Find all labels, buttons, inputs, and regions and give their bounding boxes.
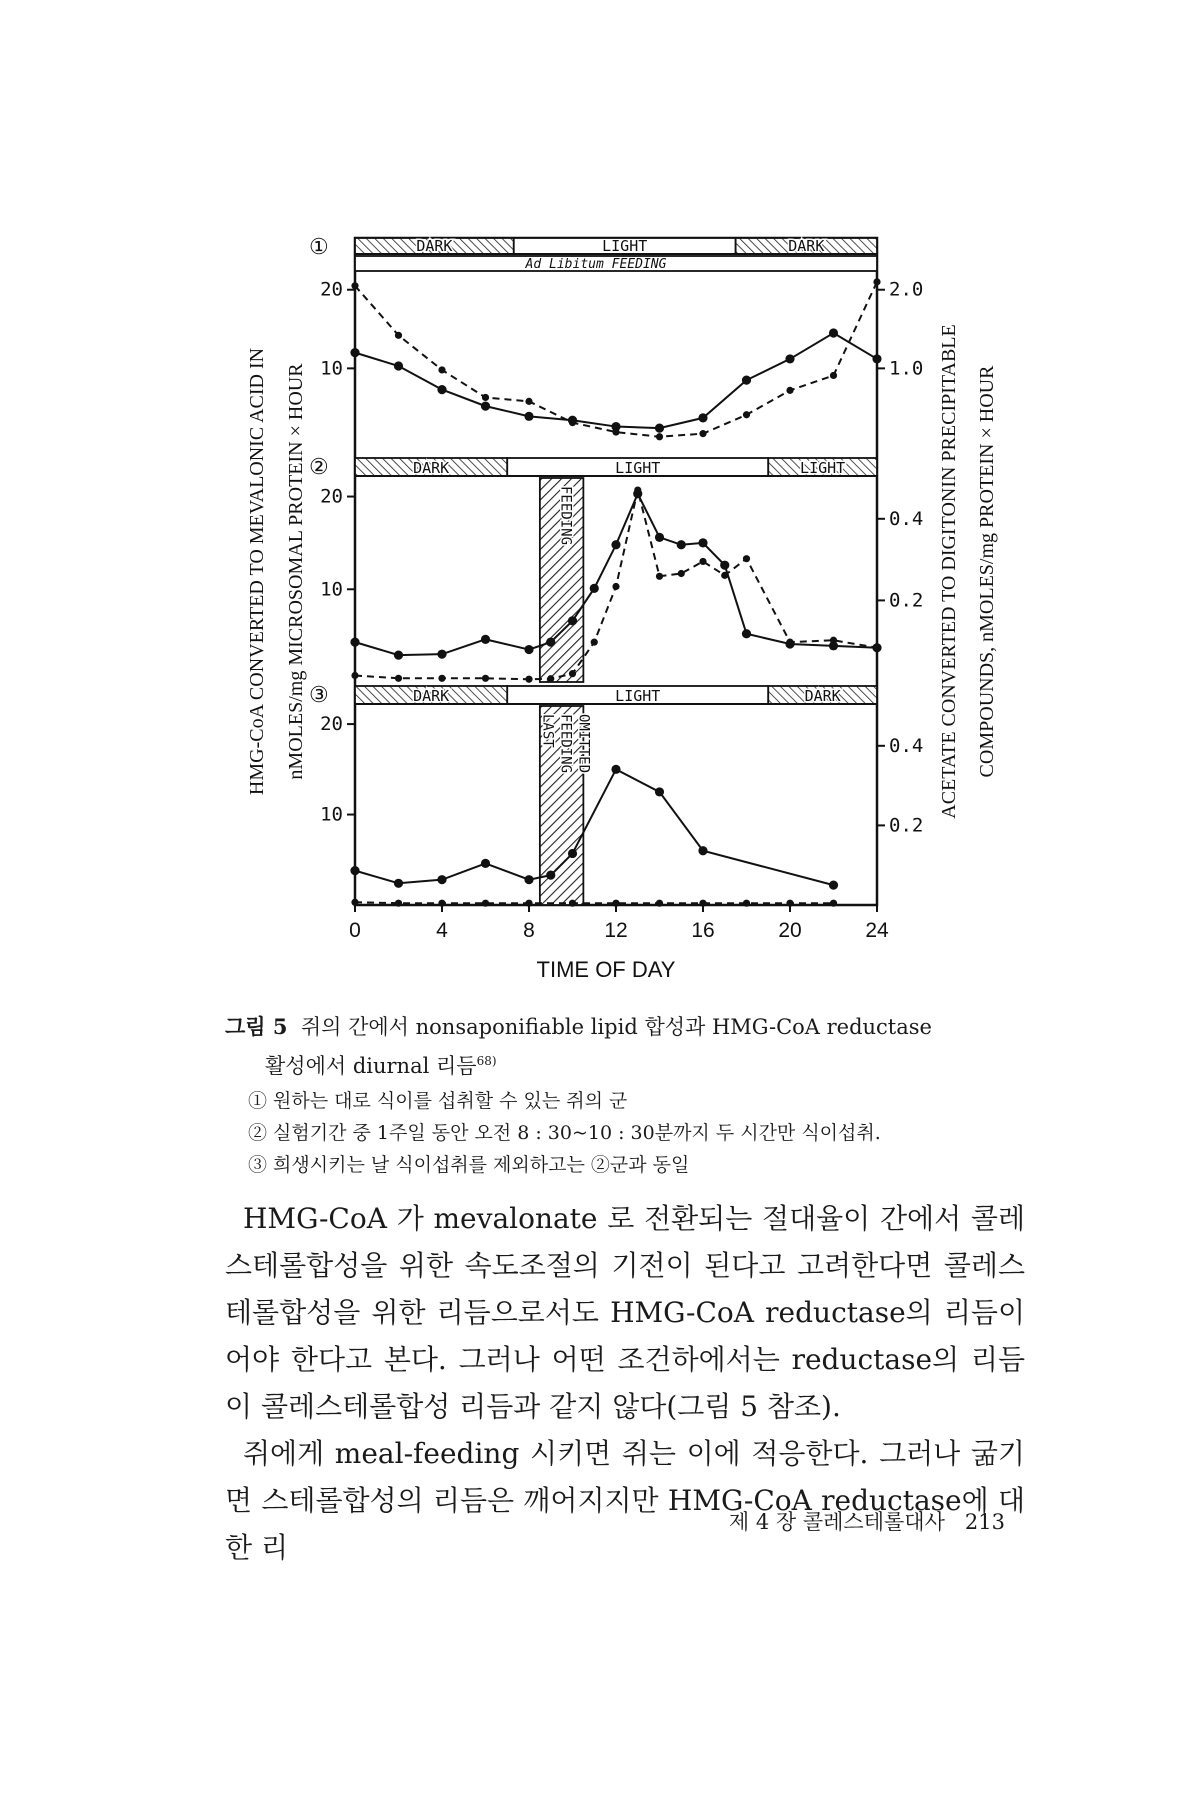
sterol-data-point [678, 570, 685, 577]
sterol-data-point [569, 900, 576, 907]
reductase-data-point [698, 538, 707, 547]
sterol-data-point [830, 637, 837, 644]
reductase-data-point [829, 881, 838, 890]
period-label: DARK [413, 459, 450, 477]
sterol-series-line [355, 902, 834, 903]
y-axis-label-right: ACETATE CONVERTED TO DIGITONIN PRECIPITABLE [938, 324, 960, 819]
reductase-data-point [350, 866, 359, 875]
figure-caption [225, 1010, 1025, 1083]
x-tick-label: 20 [778, 919, 802, 942]
reductase-data-point [568, 616, 577, 625]
left-tick-label: 10 [320, 578, 343, 601]
reductase-data-point [655, 533, 664, 542]
x-tick-label: 24 [865, 919, 889, 942]
feeding-label: Ad Libitum FEEDING [525, 257, 667, 272]
period-label: DARK [804, 687, 841, 705]
sterol-data-point [786, 387, 793, 394]
period-label: DARK [416, 237, 453, 255]
reductase-data-point [394, 879, 403, 888]
reductase-data-point [611, 765, 620, 774]
sterol-data-point [395, 900, 402, 907]
reductase-data-point [437, 385, 446, 394]
sterol-data-point [612, 583, 619, 590]
reductase-series-line [355, 769, 834, 885]
sterol-data-point [721, 572, 728, 579]
reductase-data-point [394, 651, 403, 660]
right-tick-label: 0.2 [889, 589, 924, 612]
reductase-data-point [524, 875, 533, 884]
reductase-data-point [350, 348, 359, 357]
sterol-data-point [830, 372, 837, 379]
x-tick-label: 4 [436, 919, 448, 942]
right-tick-label: 2.0 [889, 278, 924, 301]
sterol-data-point [591, 639, 598, 646]
right-tick-label: 0.2 [889, 814, 924, 837]
x-tick-label: 0 [349, 919, 361, 942]
x-tick-label: 8 [523, 919, 535, 942]
reductase-data-point [829, 328, 838, 337]
x-tick-label: 12 [604, 919, 628, 942]
sterol-data-point [743, 411, 750, 418]
sterol-data-point [699, 558, 706, 565]
sterol-data-point [699, 430, 706, 437]
reductase-data-point [481, 635, 490, 644]
panel-number: ① [309, 235, 329, 260]
reductase-series-line [355, 333, 877, 428]
period-label: DARK [788, 237, 825, 255]
right-tick-label: 1.0 [889, 357, 924, 380]
reductase-data-point [742, 629, 751, 638]
panel-number: ③ [309, 683, 329, 708]
feeding-window-label: FEEDING [557, 714, 574, 774]
sterol-data-point [351, 899, 358, 906]
reductase-data-point [350, 638, 359, 647]
sterol-data-point [656, 900, 663, 907]
reductase-data-point [568, 849, 577, 858]
right-tick-label: 0.4 [889, 507, 924, 530]
caption-note: ② 실험기간 중 1주일 동안 오전 8 : 30~10 : 30분까지 두 시간만 식이섭취. [248, 1122, 881, 1144]
page-number: 213 [964, 1510, 1005, 1534]
sterol-data-point [786, 639, 793, 646]
feeding-window-label: LAST [539, 714, 556, 748]
reductase-data-point [481, 402, 490, 411]
reductase-data-point [611, 540, 620, 549]
sterol-data-point [351, 282, 358, 289]
sterol-data-point [438, 366, 445, 373]
reductase-data-point [524, 645, 533, 654]
sterol-data-point [830, 900, 837, 907]
sterol-series-line [355, 282, 877, 437]
sterol-data-point [743, 900, 750, 907]
sterol-data-point [525, 398, 532, 405]
sterol-data-point [482, 900, 489, 907]
period-label: DARK [413, 687, 450, 705]
sterol-data-point [569, 670, 576, 677]
feeding-window-label: FEEDING [557, 486, 574, 546]
period-label: LIGHT [800, 459, 846, 477]
sterol-data-point [656, 573, 663, 580]
figure-label: 그림 5 [225, 1014, 288, 1039]
caption-note: ③ 희생시키는 날 식이섭취를 제외하고는 ②군과 동일 [248, 1154, 690, 1176]
plot-frame [355, 238, 877, 905]
reductase-data-point [590, 584, 599, 593]
feeding-window-label: OMITTED [575, 714, 592, 774]
left-tick-label: 20 [320, 485, 343, 508]
panel-number: ② [309, 455, 329, 480]
sterol-data-point [743, 555, 750, 562]
reductase-data-point [394, 361, 403, 370]
reductase-data-point [698, 413, 707, 422]
page-footer [729, 1506, 1005, 1536]
sterol-data-point [395, 675, 402, 682]
period-label: LIGHT [615, 687, 661, 705]
left-tick-label: 20 [320, 278, 343, 301]
x-tick-label: 16 [691, 919, 715, 942]
sterol-data-point [634, 486, 641, 493]
reductase-data-point [546, 638, 555, 647]
period-label: LIGHT [615, 459, 661, 477]
sterol-data-point [482, 394, 489, 401]
caption-line1: 쥐의 간에서 nonsaponifiable lipid 합성과 HMG-CoA reductase [300, 1015, 932, 1039]
caption-notes [248, 1085, 1048, 1181]
sterol-data-point [873, 644, 880, 651]
y-axis-label-left: HMG-CoA CONVERTED TO MEVALONIC ACID IN [246, 347, 268, 796]
caption-note: ① 원하는 대로 식이를 섭취할 수 있는 쥐의 군 [248, 1090, 628, 1112]
reductase-series-line [355, 494, 877, 655]
reductase-data-point [742, 376, 751, 385]
left-tick-label: 10 [320, 803, 343, 826]
left-tick-label: 10 [320, 357, 343, 380]
right-tick-label: 0.4 [889, 734, 924, 757]
sterol-data-point [395, 332, 402, 339]
sterol-data-point [525, 676, 532, 683]
x-axis-label: TIME OF DAY [536, 957, 676, 982]
reductase-data-point [720, 561, 729, 570]
paragraph: HMG-CoA 가 mevalonate 로 전환되는 절대율이 간에서 콜레스테롤합성을 위한 속도조절의 기전이 된다고 고려한다면 콜레스테롤합성을 위한 리듬으로서도 HMG-CoA reductase의 리듬이어야 한다고 본다. 그러나 어떤 조건하에서는 reductase의 리듬이 콜레스테롤합성 리듬과 같지 않다(그림 5 참조). [225, 1202, 1025, 1423]
sterol-data-point [569, 419, 576, 426]
y-axis-label-left: nMOLES/mg MICROSOMAL PROTEIN × HOUR [285, 363, 307, 780]
caption-line2: 활성에서 diurnal 리듬 [265, 1054, 477, 1078]
sterol-data-point [351, 672, 358, 679]
reductase-data-point [655, 424, 664, 433]
reductase-data-point [655, 787, 664, 796]
paragraph: 쥐에게 meal-feeding 시키면 쥐는 이에 적응한다. 그러나 굶기면 스테롤합성의 리듬은 깨어지지만 HMG-CoA reductase에 대한 리 [225, 1437, 1025, 1564]
reductase-data-point [785, 354, 794, 363]
reductase-data-point [546, 871, 555, 880]
sterol-data-point [438, 675, 445, 682]
reductase-data-point [437, 650, 446, 659]
y-axis-label-right: COMPOUNDS, nMOLES/mg PROTEIN × HOUR [976, 365, 998, 778]
sterol-data-point [656, 433, 663, 440]
chapter-title: 제 4 장 콜레스테롤대사 [728, 1510, 945, 1534]
caption-reference: 68) [476, 1054, 497, 1068]
reductase-data-point [524, 412, 533, 421]
reductase-data-point [437, 875, 446, 884]
reductase-data-point [677, 540, 686, 549]
sterol-data-point [482, 675, 489, 682]
reductase-data-point [698, 846, 707, 855]
sterol-data-point [547, 675, 554, 682]
reductase-data-point [872, 354, 881, 363]
sterol-data-point [873, 278, 880, 285]
left-tick-label: 20 [320, 713, 343, 736]
period-label: LIGHT [602, 237, 648, 255]
sterol-data-point [612, 428, 619, 435]
reductase-data-point [481, 859, 490, 868]
